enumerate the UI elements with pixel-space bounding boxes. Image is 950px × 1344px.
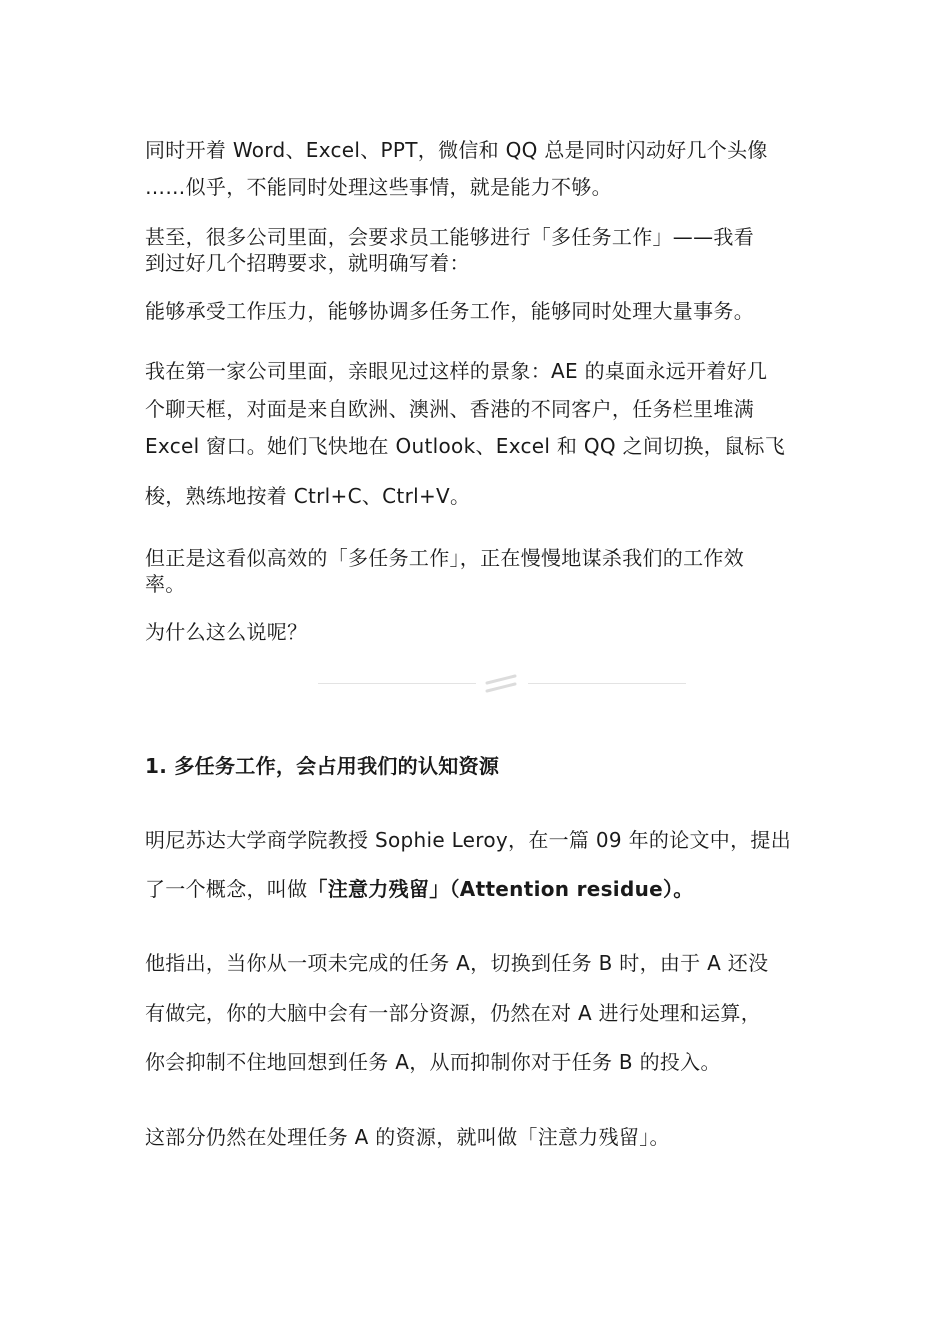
section-heading: 1. 多任务工作，会占用我们的认知资源 [145,754,500,778]
divider-rule-left [318,683,476,684]
paragraph-line: 但正是这看似高效的「多任务工作」，正在慢慢地谋杀我们的工作效 [145,546,744,570]
paragraph-line: Excel 窗口。她们飞快地在 Outlook、Excel 和 QQ 之间切换，鼠标飞 [145,434,785,458]
paragraph-line: 个聊天框，对面是来自欧洲、澳洲、香港的不同客户，任务栏里堆满 [145,397,754,421]
paragraph-line: 你会抑制不住地回想到任务 A，从而抑制你对于任务 B 的投入。 [145,1050,721,1074]
paragraph-line [145,876,694,902]
paragraph-line: 我在第一家公司里面，亲眼见过这样的景象：AE 的桌面永远开着好几 [145,359,768,383]
paragraph-line: 率。 [145,572,186,596]
double-slash-icon [484,672,520,696]
paragraph-line: 这部分仍然在处理任务 A 的资源，就叫做「注意力残留」。 [145,1125,670,1149]
paragraph-line: 明尼苏达大学商学院教授 Sophie Leroy，在一篇 09 年的论文中，提出 [145,828,791,852]
paragraph-line: ……似乎，不能同时处理这些事情，就是能力不够。 [145,175,612,199]
bold-term: 「注意力残留」（Attention residue）。 [307,877,694,901]
divider-rule-right [528,683,686,684]
paragraph-line: 同时开着 Word、Excel、PPT，微信和 QQ 总是同时闪动好几个头像 [145,138,768,162]
paragraph-line: 到过好几个招聘要求，就明确写着： [145,251,470,275]
paragraph-text: 了一个概念，叫做 [145,877,308,901]
paragraph-line: 有做完，你的大脑中会有一部分资源，仍然在对 A 进行处理和运算， [145,1001,761,1025]
paragraph-line: 甚至，很多公司里面，会要求员工能够进行「多任务工作」——我看 [145,225,754,249]
paragraph-line: 梭，熟练地按着 Ctrl+C、Ctrl+V。 [145,484,471,508]
section-divider [318,670,686,698]
paragraph-line: 为什么这么说呢？ [145,620,308,644]
paragraph-line: 能够承受工作压力，能够协调多任务工作，能够同时处理大量事务。 [145,299,754,323]
paragraph-line: 他指出，当你从一项未完成的任务 A，切换到任务 B 时，由于 A 还没 [145,951,769,975]
